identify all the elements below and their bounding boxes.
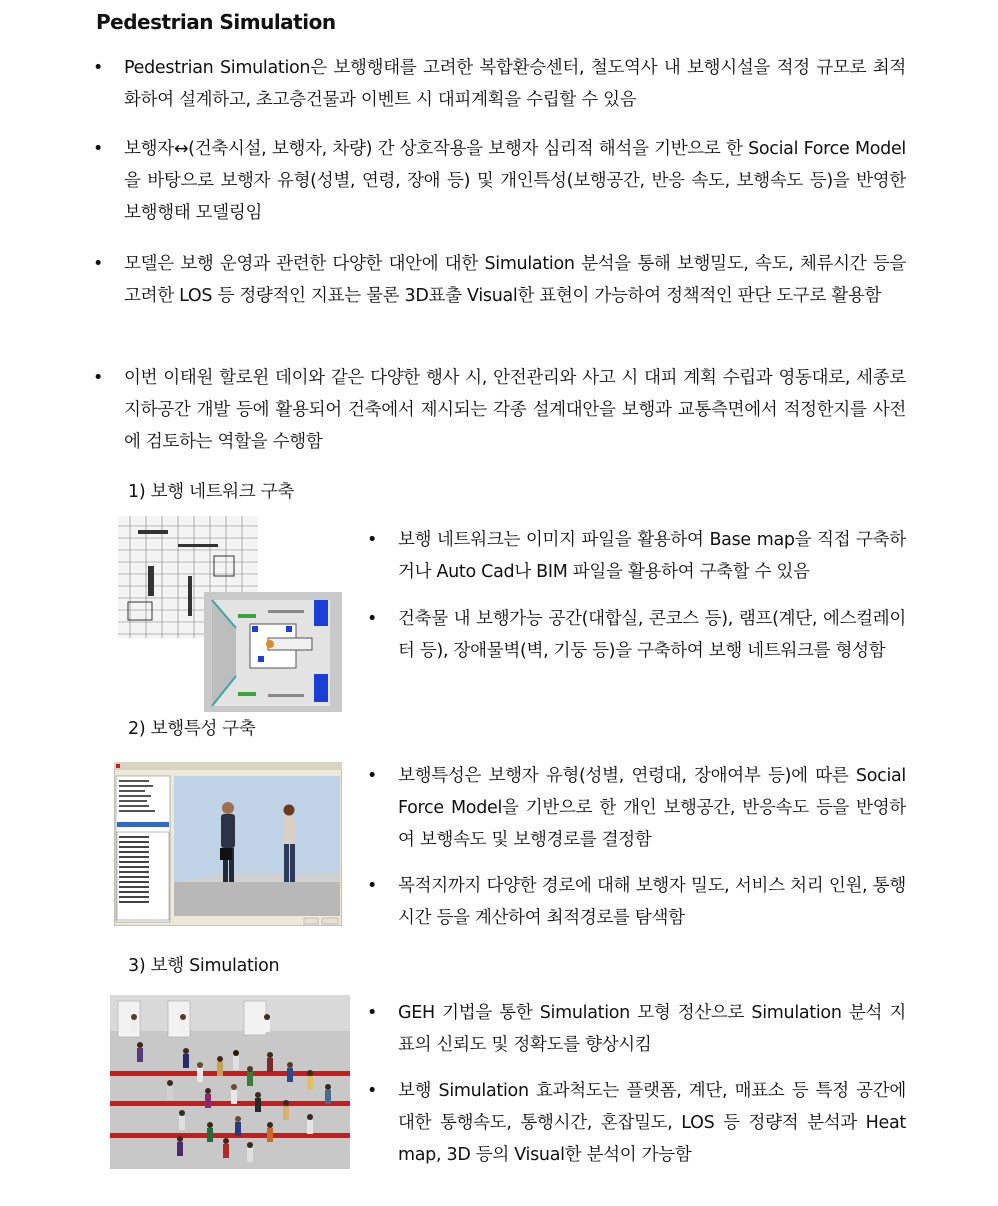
bullet-item: • 모델은 보행 운영과 관련한 다양한 대안에 대한 Simulation 분석을 통해 보행밀도, 속도, 체류시간 등을 고려한 LOS 등 정량적인 지표는 물론 3D표출 Visual한 표현이 가능하여 정책적인 판단 도구로 활용함 — [124, 248, 906, 312]
section-bullet: • 보행 네트워크는 이미지 파일을 활용하여 Base map을 직접 구축하거나 Auto Cad나 BIM 파일을 활용하여 구축할 수 있음 — [398, 524, 906, 588]
pedestrian-editor-screenshot — [114, 762, 342, 926]
section-bullet: • 건축물 내 보행가능 공간(대합실, 콘코스 등), 램프(계단, 에스컬레이터 등), 장애물벽(벽, 기둥 등)을 구축하여 보행 네트워크를 형성함 — [398, 603, 906, 667]
simulation-figure — [110, 995, 350, 1169]
section-bullet: • 보행 Simulation 효과척도는 플랫폼, 계단, 매표소 등 특정 공간에 대한 통행속도, 통행시간, 혼잡밀도, LOS 등 정량적 분석과 Heat map, 3D 등의 Visual한 분석이 가능함 — [398, 1075, 906, 1171]
cad-floorplan-image — [118, 516, 342, 712]
network-figure — [118, 516, 342, 712]
page-title: Pedestrian Simulation — [96, 10, 336, 34]
section-bullet: • 보행특성은 보행자 유형(성별, 연령대, 장애여부 등)에 따른 Social Force Model을 기반으로 한 개인 보행공간, 반응속도 등을 반영하여 보행속도 및 보행경로를 결정함 — [398, 760, 906, 856]
section-heading: 3) 보행 Simulation — [128, 956, 280, 976]
pedestrian-model-figure — [114, 762, 342, 926]
bullet-item: • 보행자↔(건축시설, 보행자, 차량) 간 상호작용을 보행자 심리적 해석을 기반으로 한 Social Force Model을 바탕으로 보행자 유형(성별, 연령, 장애 등) 및 개인특성(보행공간, 반응 속도, 보행속도 등)을 반영한 보행행태 모델링임 — [124, 133, 906, 229]
section-bullet: • 목적지까지 다양한 경로에 대해 보행자 밀도, 서비스 처리 인원, 통행시간 등을 계산하여 최적경로를 탐색함 — [398, 870, 906, 934]
section-bullet: • GEH 기법을 통한 Simulation 모형 정산으로 Simulation 분석 지표의 신뢰도 및 정확도를 향상시킴 — [398, 997, 906, 1061]
bullet-item: • Pedestrian Simulation은 보행행태를 고려한 복합환승센터, 철도역사 내 보행시설을 적정 규모로 최적화하여 설계하고, 초고층건물과 이벤트 시 대피계획을 수립할 수 있음 — [124, 52, 906, 116]
section-heading: 2) 보행특성 구축 — [128, 719, 256, 739]
bullet-item: • 이번 이태원 할로윈 데이와 같은 다양한 행사 시, 안전관리와 사고 시 대피 계획 수립과 영동대로, 세종로 지하공간 개발 등에 활용되어 건축에서 제시되는 각종 설계대안을 보행과 교통측면에서 적정한지를 사전에 검토하는 역할을 수행함 — [124, 362, 906, 458]
section-heading: 1) 보행 네트워크 구축 — [128, 482, 294, 502]
3d-simulation-image — [110, 995, 350, 1169]
